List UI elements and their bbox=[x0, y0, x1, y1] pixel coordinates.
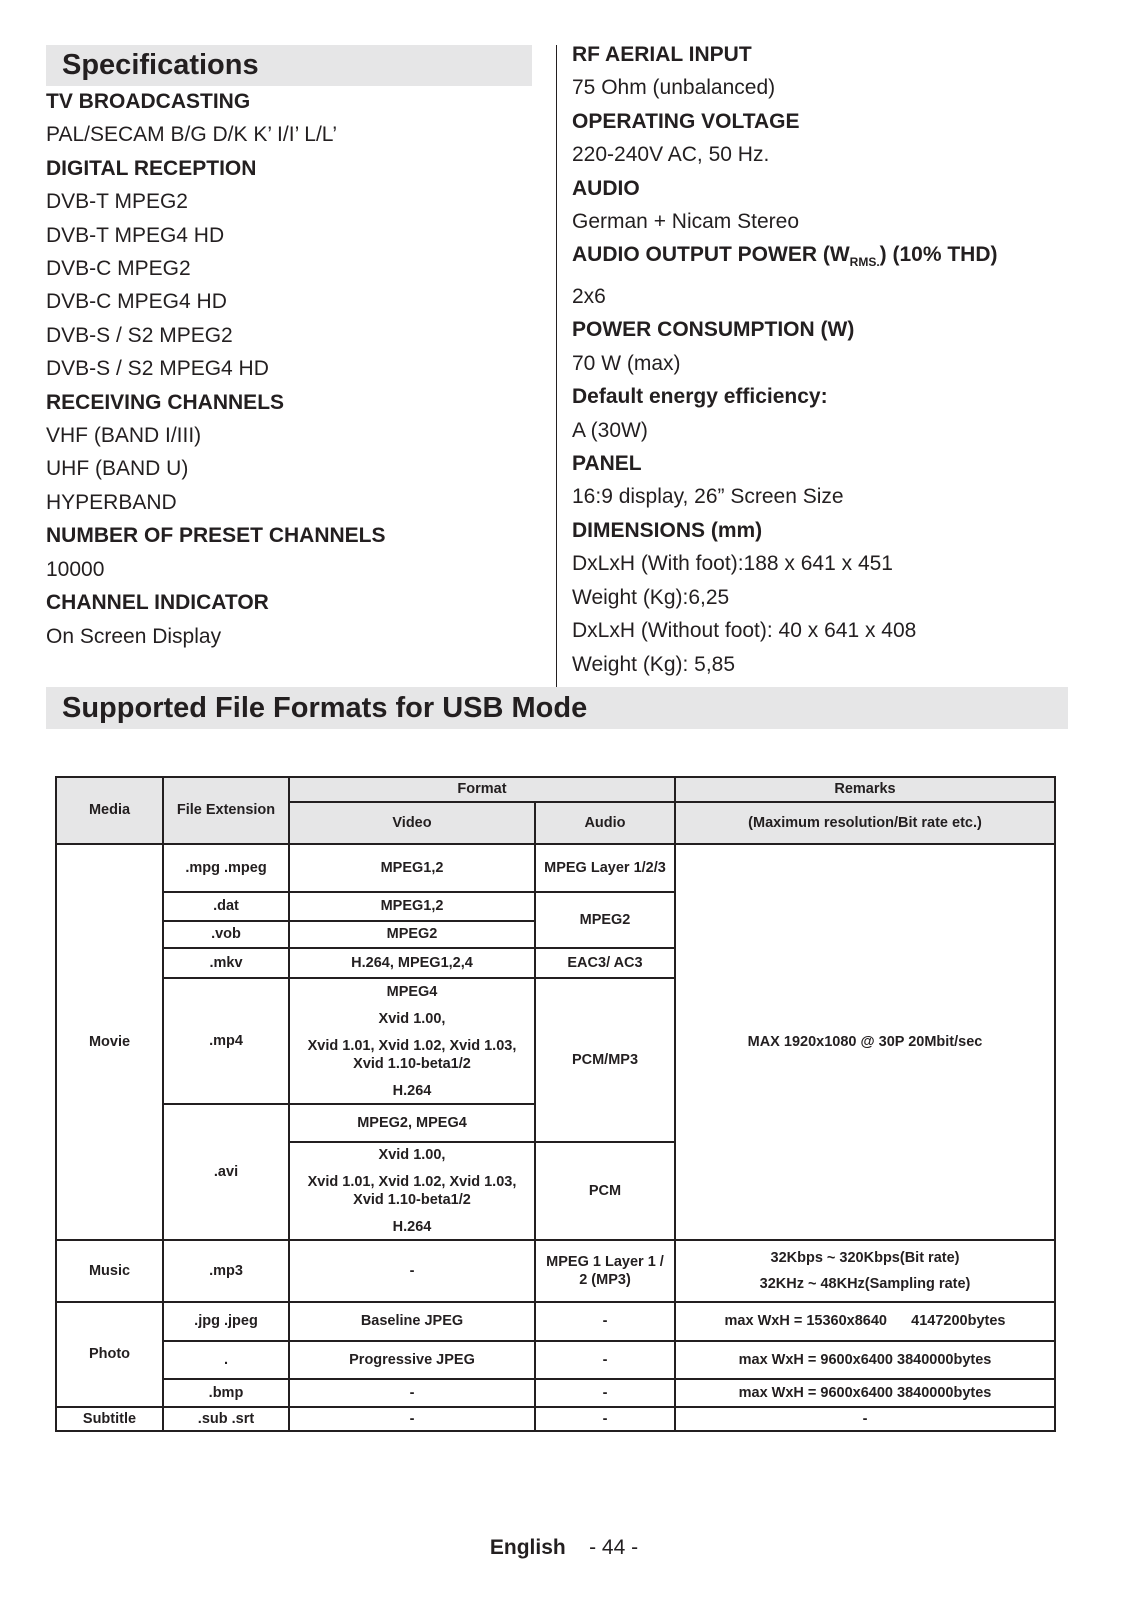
ext-avi: .avi bbox=[163, 1104, 289, 1240]
spec-text: Weight (Kg):6,25 bbox=[572, 585, 730, 609]
spec-text: VHF (BAND I/III) bbox=[46, 424, 202, 448]
ext-mkv: .mkv bbox=[163, 948, 289, 978]
remark-progressive: max WxH = 9600x6400 3840000bytes bbox=[675, 1341, 1055, 1379]
left-spec-list bbox=[46, 85, 532, 653]
spec-value bbox=[46, 185, 532, 218]
spec-text: 16:9 display, 26” Screen Size bbox=[572, 485, 844, 509]
spec-text: A (30W) bbox=[572, 418, 648, 442]
media-photo: Photo bbox=[56, 1302, 163, 1407]
spec-text: AUDIO OUTPUT POWER (W bbox=[572, 243, 850, 267]
audio-avi: PCM bbox=[535, 1142, 675, 1240]
right-spec-list bbox=[572, 38, 1092, 681]
header-remarks-sub: (Maximum resolution/Bit rate etc.) bbox=[675, 802, 1055, 844]
spec-text: Default energy efficiency: bbox=[572, 385, 828, 409]
spec-heading bbox=[46, 152, 532, 185]
spec-value bbox=[46, 319, 532, 352]
header-remarks: Remarks bbox=[675, 777, 1055, 802]
spec-heading bbox=[572, 238, 1092, 280]
spec-heading bbox=[572, 380, 1092, 413]
audio-jpg: - bbox=[535, 1302, 675, 1341]
video-jpg: Baseline JPEG bbox=[289, 1302, 535, 1341]
spec-text: TV BROADCASTING bbox=[46, 90, 251, 113]
video-mkv: H.264, MPEG1,2,4 bbox=[289, 948, 535, 978]
spec-text: DIGITAL RECEPTION bbox=[46, 156, 257, 180]
video-avi-line: H.264 bbox=[392, 1219, 432, 1235]
spec-value bbox=[572, 581, 1092, 614]
spec-value bbox=[46, 452, 532, 485]
ext-vob: .vob bbox=[163, 921, 289, 948]
spec-subscript: RMS. bbox=[849, 255, 880, 270]
video-mp4-line: Xvid 1.10-beta1/2 bbox=[353, 1055, 471, 1072]
video-avi-line: Xvid 1.00, bbox=[378, 1147, 446, 1163]
spec-text: 10000 bbox=[46, 557, 105, 581]
spec-text: DVB-T MPEG4 HD bbox=[46, 223, 225, 247]
media-movie: Movie bbox=[56, 844, 163, 1240]
audio-dat-vob: MPEG2 bbox=[535, 892, 675, 948]
remark-mp3-line: 32KHz ~ 48KHz(Sampling rate) bbox=[759, 1276, 971, 1292]
spec-heading bbox=[46, 85, 532, 118]
column-divider bbox=[556, 45, 557, 687]
spec-value bbox=[572, 138, 1092, 171]
spec-heading bbox=[572, 105, 1092, 138]
spec-heading bbox=[572, 447, 1092, 480]
spec-text: DIMENSIONS (mm) bbox=[572, 518, 763, 542]
spec-value bbox=[572, 280, 1092, 313]
remark-sub: - bbox=[675, 1407, 1055, 1431]
spec-text: DVB-S / S2 MPEG2 bbox=[46, 323, 233, 347]
spec-heading bbox=[572, 514, 1092, 547]
spec-text: DVB-C MPEG4 HD bbox=[46, 290, 227, 314]
spec-text: DVB-S / S2 MPEG4 HD bbox=[46, 357, 269, 381]
video-progressive: Progressive JPEG bbox=[289, 1341, 535, 1379]
table-row bbox=[56, 1240, 1055, 1302]
audio-mp4: PCM/MP3 bbox=[535, 978, 675, 1142]
spec-value bbox=[572, 614, 1092, 647]
ext-jpg: .jpg .jpeg bbox=[163, 1302, 289, 1341]
spec-text: RF AERIAL INPUT bbox=[572, 43, 752, 66]
remark-mp3 bbox=[675, 1240, 1055, 1302]
spec-text: 70 W (max) bbox=[572, 351, 681, 375]
ext-progressive: . bbox=[163, 1341, 289, 1379]
spec-value bbox=[572, 648, 1092, 681]
remark-bmp: max WxH = 9600x6400 3840000bytes bbox=[675, 1379, 1055, 1407]
video-avi-xvid bbox=[289, 1142, 535, 1240]
spec-text: UHF (BAND U) bbox=[46, 457, 189, 481]
spec-heading bbox=[46, 519, 532, 552]
spec-text: RECEIVING CHANNELS bbox=[46, 390, 285, 414]
usb-formats-table bbox=[55, 776, 1056, 1432]
spec-value bbox=[46, 118, 532, 151]
video-bmp: - bbox=[289, 1379, 535, 1407]
spec-text: POWER CONSUMPTION (W) bbox=[572, 318, 855, 342]
spec-text: NUMBER OF PRESET CHANNELS bbox=[46, 524, 386, 548]
media-music: Music bbox=[56, 1240, 163, 1302]
spec-text: 2x6 bbox=[572, 285, 606, 309]
ext-bmp: .bmp bbox=[163, 1379, 289, 1407]
header-media: Media bbox=[56, 777, 163, 844]
video-dat: MPEG1,2 bbox=[289, 892, 535, 921]
video-mp4-line: Xvid 1.00, bbox=[378, 1010, 446, 1027]
spec-heading bbox=[572, 38, 1092, 71]
spec-value bbox=[46, 219, 532, 252]
spec-value bbox=[572, 71, 1092, 104]
ext-mpg: .mpg .mpeg bbox=[163, 844, 289, 892]
audio-mpg: MPEG Layer 1/2/3 bbox=[535, 844, 675, 892]
header-audio: Audio bbox=[535, 802, 675, 844]
table-row bbox=[56, 1341, 1055, 1379]
spec-heading bbox=[572, 172, 1092, 205]
spec-value bbox=[572, 547, 1092, 580]
spec-value bbox=[46, 252, 532, 285]
spec-text: On Screen Display bbox=[46, 624, 222, 648]
spec-text-suffix: ) (10% THD) bbox=[879, 243, 998, 267]
spec-heading bbox=[46, 586, 532, 619]
spec-value bbox=[46, 285, 532, 318]
header-format: Format bbox=[289, 777, 675, 802]
audio-mp3-line: 2 (MP3) bbox=[579, 1272, 631, 1288]
page-number: - 44 - bbox=[589, 1536, 639, 1559]
spec-text: 220-240V AC, 50 Hz. bbox=[572, 143, 770, 167]
video-sub: - bbox=[289, 1407, 535, 1431]
remark-mp3-line: 32Kbps ~ 320Kbps(Bit rate) bbox=[770, 1250, 960, 1266]
spec-text: OPERATING VOLTAGE bbox=[572, 109, 800, 133]
video-vob: MPEG2 bbox=[289, 921, 535, 948]
ext-mp4: .mp4 bbox=[163, 978, 289, 1104]
spec-text: DVB-C MPEG2 bbox=[46, 257, 191, 281]
spec-text: CHANNEL INDICATOR bbox=[46, 591, 269, 615]
spec-text: 75 Ohm (unbalanced) bbox=[572, 76, 776, 100]
ext-dat: .dat bbox=[163, 892, 289, 921]
spec-value bbox=[572, 205, 1092, 238]
spec-text: Weight (Kg): 5,85 bbox=[572, 652, 736, 676]
media-subtitle: Subtitle bbox=[56, 1407, 163, 1431]
ext-mp3: .mp3 bbox=[163, 1240, 289, 1302]
spec-value bbox=[572, 480, 1092, 513]
movie-remark: MAX 1920x1080 @ 30P 20Mbit/sec bbox=[675, 844, 1055, 1240]
audio-bmp: - bbox=[535, 1379, 675, 1407]
video-mp4-line: MPEG4 bbox=[386, 983, 438, 1000]
spec-heading bbox=[572, 313, 1092, 346]
remark-jpg: max WxH = 15360x8640 4147200bytes bbox=[675, 1302, 1055, 1341]
spec-value bbox=[46, 419, 532, 452]
table-row bbox=[56, 1302, 1055, 1341]
spec-text: DVB-T MPEG2 bbox=[46, 190, 188, 214]
specifications-title: Specifications bbox=[46, 45, 532, 86]
footer-spacer bbox=[572, 1536, 584, 1559]
spec-value bbox=[572, 414, 1092, 447]
spec-text: German + Nicam Stereo bbox=[572, 210, 800, 234]
usb-formats-title: Supported File Formats for USB Mode bbox=[46, 687, 1068, 729]
spec-value bbox=[46, 352, 532, 385]
audio-sub: - bbox=[535, 1407, 675, 1431]
audio-mkv: EAC3/ AC3 bbox=[535, 948, 675, 978]
specifications-left-column bbox=[46, 45, 532, 653]
header-video: Video bbox=[289, 802, 535, 844]
video-avi-line: Xvid 1.01, Xvid 1.02, Xvid 1.03, bbox=[307, 1174, 517, 1190]
spec-text: DxLxH (Without foot): 40 x 641 x 408 bbox=[572, 619, 917, 643]
video-avi-mpeg: MPEG2, MPEG4 bbox=[289, 1104, 535, 1142]
video-mp4-line: H.264 bbox=[392, 1082, 432, 1099]
table-row bbox=[56, 1379, 1055, 1407]
spec-value bbox=[46, 620, 532, 653]
spec-text: HYPERBAND bbox=[46, 490, 177, 514]
video-avi-line: Xvid 1.10-beta1/2 bbox=[353, 1192, 471, 1208]
spec-value bbox=[572, 347, 1092, 380]
spec-text: AUDIO bbox=[572, 176, 640, 200]
video-mp3: - bbox=[289, 1240, 535, 1302]
audio-progressive: - bbox=[535, 1341, 675, 1379]
spec-value bbox=[46, 553, 532, 586]
spec-value bbox=[46, 486, 532, 519]
video-mp4 bbox=[289, 978, 535, 1104]
header-file-extension: File Extension bbox=[163, 777, 289, 844]
audio-mp3-line: MPEG 1 Layer 1 / bbox=[546, 1254, 664, 1270]
table-row bbox=[56, 844, 1055, 892]
specifications-right-column bbox=[572, 38, 1092, 681]
table-header-row bbox=[56, 777, 1055, 802]
footer-language: English bbox=[489, 1536, 566, 1559]
spec-text: PANEL bbox=[572, 452, 642, 476]
spec-text: DxLxH (With foot):188 x 641 x 451 bbox=[572, 552, 893, 576]
video-mp4-line: Xvid 1.01, Xvid 1.02, Xvid 1.03, bbox=[307, 1037, 517, 1054]
video-mpg: MPEG1,2 bbox=[289, 844, 535, 892]
ext-sub: .sub .srt bbox=[163, 1407, 289, 1431]
table-row bbox=[56, 1407, 1055, 1431]
spec-heading bbox=[46, 386, 532, 419]
audio-mp3 bbox=[535, 1240, 675, 1302]
spec-text: PAL/SECAM B/G D/K K’ I/I’ L/L’ bbox=[46, 123, 337, 147]
page-footer bbox=[0, 1536, 1128, 1560]
